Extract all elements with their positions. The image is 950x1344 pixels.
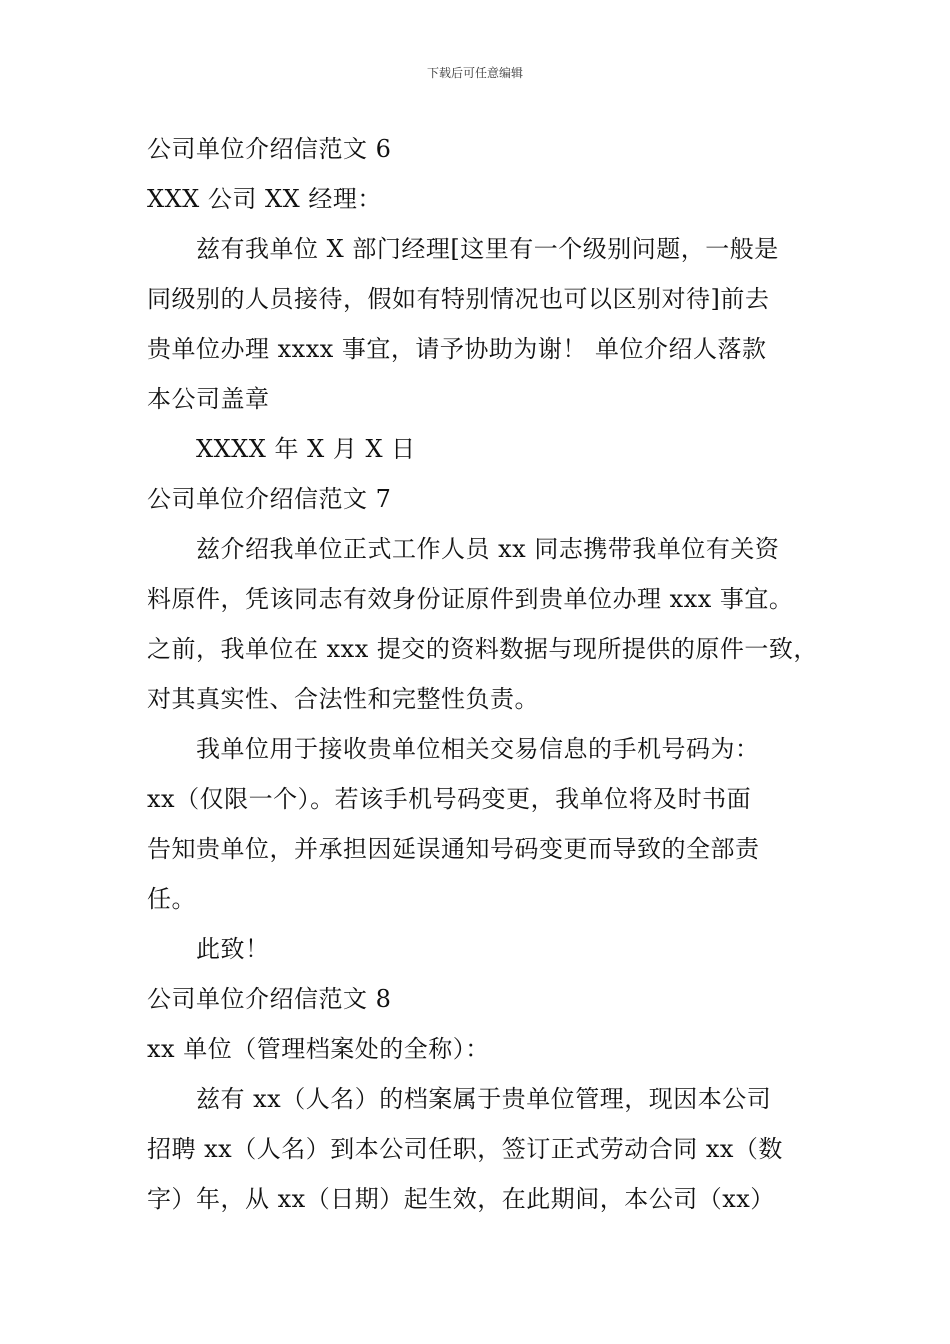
paragraph-line: xx（仅限一个）。若该手机号码变更，我单位将及时书面 xyxy=(147,785,752,813)
paragraph-line: 兹介绍我单位正式工作人员 xx 同志携带我单位有关资 xyxy=(196,535,780,563)
paragraph-line: 之前，我单位在 xxx 提交的资料数据与现所提供的原件一致， xyxy=(147,635,818,663)
heading-sample-6: 公司单位介绍信范文 6 xyxy=(147,135,392,163)
paragraph-line: 告知贵单位，并承担因延误通知号码变更而导致的全部责 xyxy=(147,835,760,863)
paragraph-line: 任。 xyxy=(147,885,196,913)
paragraph-line: 兹有 xx（人名）的档案属于贵单位管理，现因本公司 xyxy=(196,1085,772,1113)
paragraph-line: 贵单位办理 xxxx 事宜，请予协助为谢！ 单位介绍人落款 xyxy=(147,335,767,363)
heading-sample-7: 公司单位介绍信范文 7 xyxy=(147,485,392,513)
paragraph-line: 兹有我单位 X 部门经理[这里有一个级别问题，一般是 xyxy=(196,235,779,263)
paragraph-line: 字）年，从 xx（日期）起生效，在此期间，本公司（xx） xyxy=(147,1185,775,1213)
paragraph-line: 对其真实性、合法性和完整性负责。 xyxy=(147,685,539,713)
paragraph-line: 我单位用于接收贵单位相关交易信息的手机号码为： xyxy=(196,735,760,763)
paragraph-line: 本公司盖章 xyxy=(147,385,270,413)
salutation-line: xx 单位（管理档案处的全称）： xyxy=(147,1035,490,1063)
heading-sample-8: 公司单位介绍信范文 8 xyxy=(147,985,392,1013)
paragraph-line: 同级别的人员接待，假如有特别情况也可以区别对待]前去 xyxy=(147,285,770,313)
salutation-line: XXX 公司 XX 经理： xyxy=(147,185,382,213)
date-line: XXXX 年 X 月 X 日 xyxy=(196,435,416,463)
paragraph-line: 料原件，凭该同志有效身份证原件到贵单位办理 xxx 事宜。 xyxy=(147,585,794,613)
page-header-note: 下载后可任意编辑 xyxy=(426,66,523,80)
closing-line: 此致！ xyxy=(196,935,270,963)
paragraph-line: 招聘 xx（人名）到本公司任职，签订正式劳动合同 xx（数 xyxy=(147,1135,783,1163)
